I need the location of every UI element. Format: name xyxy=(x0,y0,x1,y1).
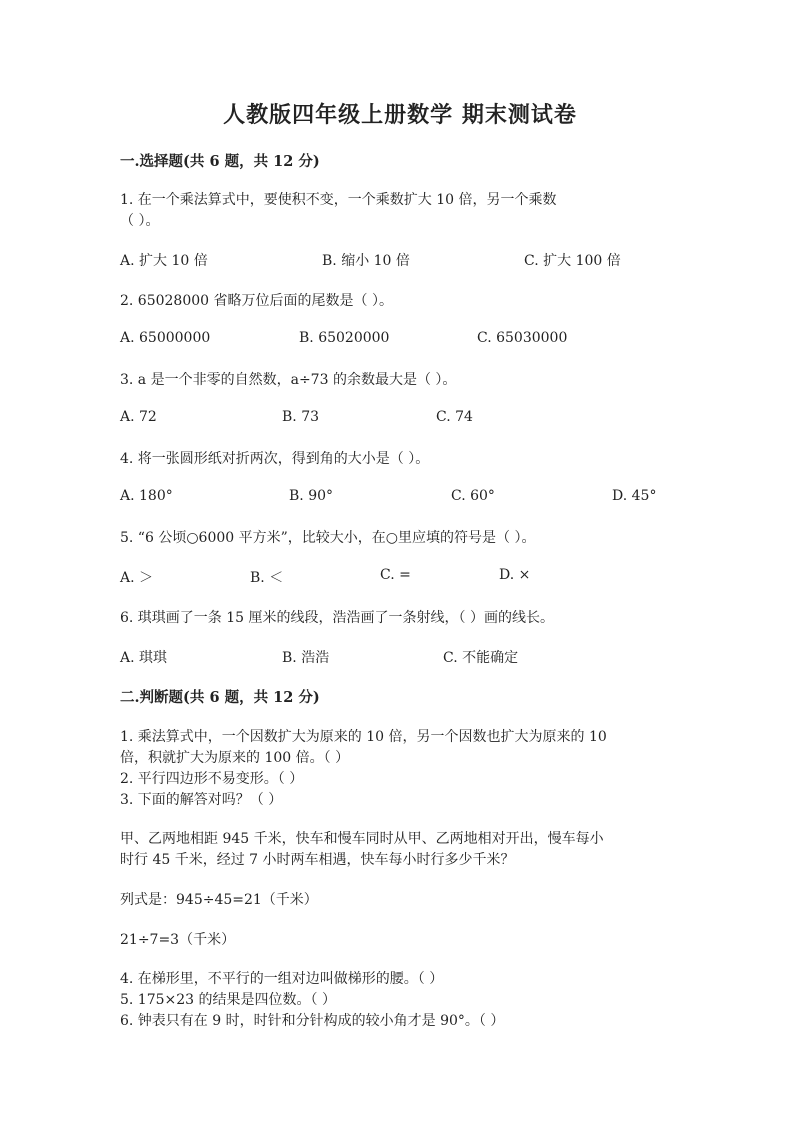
q5-option-d: D. × xyxy=(499,567,531,583)
section-heading-judgement: 二.判断题(共 6 题，共 12 分) xyxy=(120,689,320,706)
q1-option-b: B. 缩小 10 倍 xyxy=(322,253,410,269)
question-1-text: 1. 在一个乘法算式中，要使积不变，一个乘数扩大 10 倍，另一个乘数 xyxy=(120,192,557,208)
judge-1-text: 1. 乘法算式中，一个因数扩大为原来的 10 倍，另一个因数也扩大为原来的 10 xyxy=(120,729,607,745)
judge-3-text: 3. 下面的解答对吗？（ ） xyxy=(120,792,283,808)
question-6-text: 6. 琪琪画了一条 15 厘米的线段，浩浩画了一条射线，（ ）画的线长。 xyxy=(120,610,554,626)
judge-3-problem: 甲、乙两地相距 945 千米，快车和慢车同时从甲、乙两地相对开出，慢车每小 xyxy=(120,831,604,847)
section-heading-choice: 一.选择题(共 6 题，共 12 分) xyxy=(120,153,320,170)
q6-option-c: C. 不能确定 xyxy=(443,650,519,666)
q4-option-c: C. 60° xyxy=(451,488,495,504)
q1-option-c: C. 扩大 100 倍 xyxy=(524,253,621,269)
judge-1-text-cont: 倍，积就扩大为原来的 100 倍。（ ） xyxy=(120,750,350,766)
question-3-text: 3. a 是一个非零的自然数，a÷73 的余数最大是（ ）。 xyxy=(120,372,457,388)
q2-option-b: B. 65020000 xyxy=(299,330,390,346)
q5-option-c: C. = xyxy=(380,567,411,583)
q6-option-a: A. 琪琪 xyxy=(120,650,168,666)
judge-3-formula-1: 列式是：945÷45=21（千米） xyxy=(120,892,318,908)
q5-option-b: B. ＜ xyxy=(250,570,284,586)
question-2-text: 2. 65028000 省略万位后面的尾数是（ ）。 xyxy=(120,293,393,309)
q4-option-a: A. 180° xyxy=(120,488,173,504)
judge-3-problem-cont: 时行 45 千米，经过 7 小时两车相遇，快车每小时行多少千米？ xyxy=(120,852,515,868)
question-4-text: 4. 将一张圆形纸对折两次，得到角的大小是（ ）。 xyxy=(120,451,430,467)
page-title: 人教版四年级上册数学 期末测试卷 xyxy=(223,102,577,128)
question-1-text-cont: （ ）。 xyxy=(120,213,160,229)
q4-option-d: D. 45° xyxy=(612,488,657,504)
q3-option-a: A. 72 xyxy=(120,409,157,425)
judge-5-text: 5. 175×23 的结果是四位数。（ ） xyxy=(120,992,336,1008)
q3-option-b: B. 73 xyxy=(282,409,320,425)
judge-3-formula-2: 21÷7=3（千米） xyxy=(120,932,236,948)
question-5-text: 5. “6 公顷○6000 平方米”，比较大小，在○里应填的符号是（ ）。 xyxy=(120,530,536,546)
judge-2-text: 2. 平行四边形不易变形。（ ） xyxy=(120,771,304,787)
q3-option-c: C. 74 xyxy=(436,409,473,425)
q6-option-b: B. 浩浩 xyxy=(282,650,330,666)
q1-option-a: A. 扩大 10 倍 xyxy=(120,253,208,269)
q4-option-b: B. 90° xyxy=(289,488,334,504)
q5-option-a: A. ＞ xyxy=(120,570,154,586)
judge-4-text: 4. 在梯形里，不平行的一组对边叫做梯形的腰。（ ） xyxy=(120,971,444,987)
q2-option-c: C. 65030000 xyxy=(477,330,568,346)
q2-option-a: A. 65000000 xyxy=(120,330,211,346)
judge-6-text: 6. 钟表只有在 9 时，时针和分针构成的较小角才是 90°。（ ） xyxy=(120,1013,505,1029)
